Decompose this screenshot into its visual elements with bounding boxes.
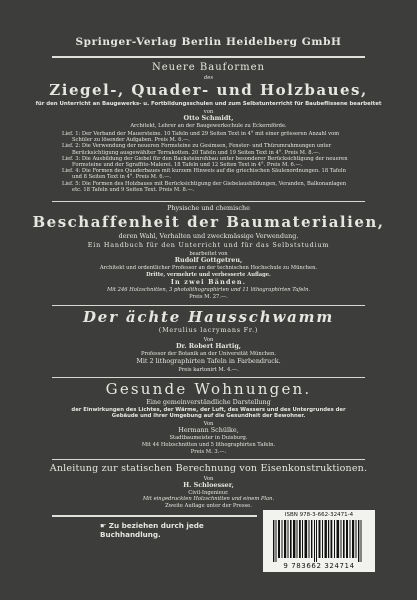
divider — [52, 515, 257, 517]
book2-desc2: Ein Handbuch für den Unterricht und für das Selbststudium — [87, 241, 330, 249]
footer-text: Zu beziehen durch jede Buchhandlung. — [100, 521, 204, 539]
publisher-name: Springer-Verlag Berlin Heidelberg GmbH — [75, 36, 342, 48]
book1-author: Otto Schmidt, — [183, 114, 234, 122]
book2-edition: Dritte, vermehrte und verbesserte Auflage. — [146, 272, 271, 278]
book3-author: Dr. Robert Hartig, — [175, 342, 242, 350]
book1-part-1: Lief. 1: Der Verband der Mauersteine. 10 Tafeln und 29 Seiten Text in 4° mit einer grösseren Anzahl vom Schüler zu lösender Aufgaben. Preis M. 6.—. — [62, 131, 340, 144]
book2-price: Preis M. 27.—. — [189, 294, 228, 300]
book2-desc1: deren Wahl, Verhalten und zweckmässige Verwendung. — [118, 232, 299, 240]
book1-parts-list — [62, 131, 357, 193]
divider — [52, 201, 365, 202]
book5-edition: Zweite Auflage unter der Presse. — [165, 503, 252, 509]
book4-illus: Mit 44 Holzschnitten und 5 lithographirten Tafeln. — [141, 442, 276, 448]
book1-author-desc: Architekt, Lehrer an der Baugewerkschule zu Eckernförde. — [130, 123, 287, 129]
divider — [52, 459, 365, 460]
divider — [52, 305, 365, 306]
book4-desc2: der Einwirkungen des Lichtes, der Wärme, der Luft, des Wassers und des Untergrundes der Gebäude und ihrer Umgebung auf die Gesundheit der Bewohner. — [71, 407, 346, 420]
book2-author-desc: Architekt und ordentlicher Professor an der technischen Hochschule zu München. — [99, 265, 318, 271]
book2-title: Beschaffenheit der Baumaterialien, — [32, 213, 385, 231]
book3-latin: (Merulius lacrymans Fr.) — [158, 326, 259, 334]
pointing-hand-icon: ☛ — [100, 521, 107, 530]
book5-illus: Mit eingedruckten Holzschnitten und einem Plan. — [142, 496, 275, 502]
book1-subtitle: für den Unterricht an Baugewerks- u. Fortbildungsschulen und zum Selbstunterricht für Baubeflissene bearbeitet — [35, 101, 382, 107]
book1-title-prefix: Neuere Bauformen — [152, 62, 265, 73]
book1-part-5: Lief. 5: Die Formen des Holzbaues mit Berücksichtigung der Giebelausbildungen, Veranden, Balkonanlagen etc. 18 Tafeln und 9 Seiten Text. Preis M. 8.—. — [62, 180, 347, 193]
book1-des: des — [203, 75, 214, 81]
book3-author-desc: Professor der Botanik an der Universität München. — [140, 351, 277, 357]
book4-author: Hermann Schülke, — [178, 426, 239, 434]
book1-title: Ziegel-, Quader- und Holzbaues, — [49, 81, 368, 99]
book4-title: Gesunde Wohnungen. — [105, 380, 312, 398]
book1-part-3: Lief. 3: Die Ausbildung der Giebel für den Backsteinrohbau unter besonderer Berücksichtigung der neueren Formsteine und der Sgraffito-Malerei. 18 Tafeln und 12 Seiten Text in 4°. Preis M. 6.—. — [62, 155, 348, 169]
book5-title: Anleitung zur statischen Berechnung von Eisenkonstruktionen. — [49, 463, 368, 474]
book5-author: H. Schloesser, — [183, 481, 234, 489]
book4-von: Von — [203, 421, 214, 427]
isbn-text: ISBN 978-3-662-32471-4 — [284, 512, 354, 518]
book3-illus: Mit 2 lithographirten Tafeln in Farbendruck. — [136, 357, 281, 365]
book4-price: Preis M. 3.—. — [190, 449, 227, 455]
book2-author: Rudolf Gottgetreu, — [174, 256, 243, 264]
book1-part-2: Lief. 2: Die Verwendung der neueren Formsteine zu Gesimsen, Fenster- und Thürumrahmungen unter Berücksichtigung ausgewählter Terrakotten. 20 Tafeln und 19 Seiten Text in 4°. Preis M. 8.—. — [62, 143, 332, 156]
book5-von: Von — [203, 476, 214, 482]
book5-author-desc: Civil-Ingenieur. — [188, 490, 229, 496]
book1-part-4: Lief. 4: Die Formen des Quaderbaues mit kurzem Hinweis auf die griechischen Säulenordnungen. 18 Tafeln und 8 Seiten Text in 4°. Preis M. 6.—. — [62, 168, 346, 181]
book3-title: Der ächte Hausschwamm — [82, 308, 335, 326]
book4-desc1: Eine gemeinverständliche Darstellung — [146, 398, 271, 406]
book1-von: von — [203, 109, 214, 115]
book2-illus: Mit 246 Holzschnitten, 3 photolithographirten und 11 lithographirten Tafeln. — [106, 287, 311, 293]
barcode-digits: 9 783662 324714 — [283, 562, 355, 570]
divider — [52, 56, 365, 58]
book4-author-desc: Stadtbaumeister in Duisburg. — [169, 435, 248, 441]
barcode — [263, 510, 375, 572]
book2-kicker: Physische und chemische — [167, 204, 250, 212]
book2-volumes: In zwei Bänden. — [170, 278, 247, 286]
book3-price: Preis kartonirt M. 4.—. — [178, 367, 239, 373]
book2-bearbeitet: bearbeitet von — [189, 251, 228, 257]
book3-von: Von — [203, 337, 214, 343]
footer — [100, 521, 260, 539]
divider — [52, 377, 365, 378]
